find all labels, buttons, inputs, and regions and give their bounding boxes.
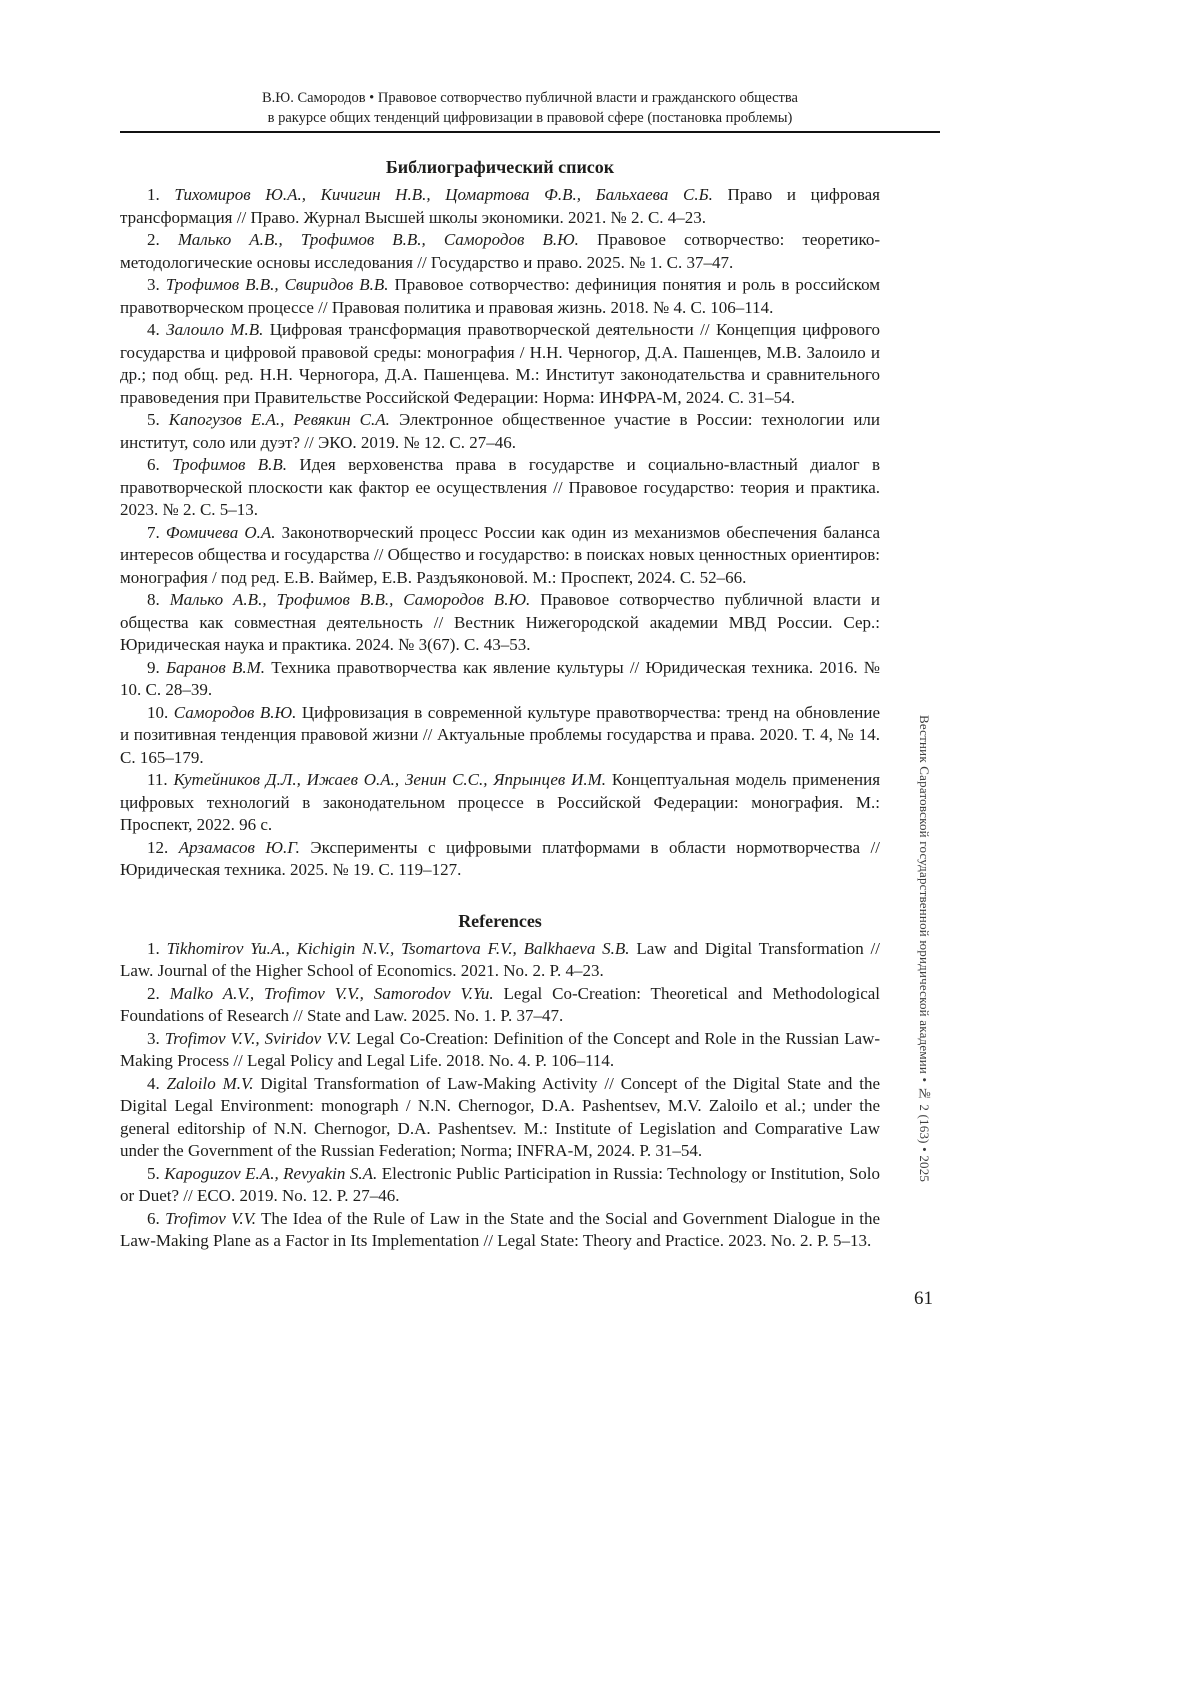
item-number: 5.: [147, 1163, 160, 1183]
item-text: Концептуальная модель применения цифровых технологий в законодательном процессе в Российской Федерации: монография. М.: Проспект, 2022. 96 с.: [120, 770, 881, 834]
bibliography-item: [120, 184, 880, 229]
running-head-line2: в ракурсе общих тенденций цифровизации в правовой сфере (постановка проблемы): [267, 110, 793, 126]
reference-item: [120, 938, 880, 983]
item-number: 9.: [147, 657, 160, 677]
item-number: 11.: [147, 770, 168, 789]
running-head-line1: В.Ю. Самородов • Правовое сотворчество публичной власти и гражданского общества: [262, 90, 798, 106]
item-authors: Самородов В.Ю.: [173, 702, 297, 722]
bibliography-item: [120, 274, 880, 319]
item-number: 5.: [147, 410, 160, 429]
item-authors: Кутейников Д.Л., Ижаев О.А., Зенин С.С., Япрынцев И.М.: [173, 770, 607, 789]
bibliography-item: [120, 589, 880, 657]
item-number: 6.: [147, 1208, 160, 1228]
item-text: Правовое сотворчество: теоретико-методологические основы исследования // Государство и право. 2025. № 1. С. 37–47.: [120, 230, 881, 272]
page-number: 61: [914, 1288, 933, 1309]
item-number: 2.: [147, 983, 160, 1003]
bibliography-item: [120, 319, 880, 409]
bibliography-heading: Библиографический список: [385, 157, 615, 177]
item-text: Техника правотворчества как явление культуры // Юридическая техника. 2016. № 10. С. 28–39.: [120, 657, 881, 699]
item-authors: Тихомиров Ю.А., Кичигин Н.В., Цомартова Ф.В., Бальхаева С.Б.: [174, 185, 713, 204]
journal-info-vertical: Вестник Саратовской государственной юридической академии • № 2 (163) • 2025: [917, 715, 932, 1183]
running-head: [120, 88, 940, 128]
item-text: Эксперименты с цифровыми платформами в области нормотворчества // Юридическая техника. 2025. № 19. С. 119–127.: [120, 837, 880, 879]
item-authors: Арзамасов Ю.Г.: [178, 837, 300, 857]
item-number: 1.: [147, 938, 160, 958]
reference-item: [120, 1208, 880, 1253]
item-number: 4.: [147, 1073, 160, 1093]
bibliography-item: [120, 522, 880, 590]
item-text: Электронное общественное участие в России: технологии или институт, соло или дуэт? // ЭКО. 2019. № 12. С. 27–46.: [120, 410, 881, 452]
item-text: Цифровизация в современной культуре правотворчества: тренд на обновление и позитивная тенденция правовой жизни // Актуальные проблемы государства и права. 2020. Т. 4, № 14. С. 165–179.: [120, 702, 881, 767]
item-number: 3.: [147, 275, 160, 294]
references-heading: References: [458, 910, 542, 931]
item-authors: Trofimov V.V., Sviridov V.V.: [164, 1028, 352, 1048]
item-number: 8.: [147, 590, 160, 609]
item-text: Electronic Public Participation in Russia: Technology or Institution, Solo or Duet? // ECO. 2019. No. 12. P. 27–46.: [120, 1163, 881, 1205]
item-authors: Трофимов В.В.: [172, 455, 288, 474]
reference-item: [120, 1028, 880, 1073]
item-text: Digital Transformation of Law-Making Activity // Concept of the Digital State and the Digital Legal Environment: monograph / N.N. Chernogor, D.A. Pashentsev, M.V. Zaloilo et al.; under the general editorship of N.N. Chernogor, D.A. Pashentsev. M.: Institute of Legislation and Comparative Law under the Government of the Russian Federation; Norma; INFRA-M, 2024. P. 31–54.: [120, 1073, 881, 1160]
item-number: 3.: [147, 1028, 160, 1048]
bibliography-item: [120, 229, 880, 274]
item-text: Правовое сотворчество: дефиниция понятия и роль в российском правотворческом процессе // Правовая политика и правовая жизнь. 2018. № 4. С. 106–114.: [120, 275, 881, 317]
item-number: 7.: [147, 522, 160, 542]
item-text: Идея верховенства права в государстве и социально-властный диалог в правотворческой плоскости как фактор ее осуществления // Правовое государство: теория и практика. 2023. № 2. С. 5–13.: [120, 455, 880, 519]
reference-item: [120, 1073, 880, 1163]
bibliography-item: [120, 837, 880, 882]
item-authors: Малько А.В., Трофимов В.В., Самородов В.Ю.: [177, 230, 579, 249]
item-text: Legal Co-Creation: Definition of the Concept and Role in the Russian Law-Making Process // Legal Policy and Legal Life. 2018. No. 4. P. 106–114.: [120, 1028, 881, 1070]
item-number: 1.: [147, 185, 160, 204]
item-text: Правовое сотворчество публичной власти и общества как совместная деятельность // Вестник Нижегородской академии МВД России. Сер.: Юридическая наука и практика. 2024. № 3(67). С. 43–53.: [120, 590, 881, 654]
item-authors: Залоило М.В.: [166, 320, 264, 339]
reference-item: [120, 1163, 880, 1208]
item-authors: Kapoguzov E.A., Revyakin S.A.: [164, 1163, 378, 1183]
item-number: 10.: [147, 702, 169, 722]
item-text: Law and Digital Transformation // Law. Journal of the Higher School of Economics. 2021. No. 2. P. 4–23.: [120, 938, 880, 980]
item-authors: Малько А.В., Трофимов В.В., Самородов В.Ю.: [169, 590, 531, 609]
item-authors: Malko A.V., Trofimov V.V., Samorodov V.Yu.: [169, 983, 494, 1003]
item-number: 6.: [147, 455, 160, 474]
bibliography-item: [120, 454, 880, 522]
item-number: 4.: [147, 320, 160, 339]
item-authors: Trofimov V.V.: [165, 1208, 257, 1228]
bibliography-item: [120, 769, 880, 837]
bibliography-item: [120, 409, 880, 454]
header-divider: [120, 131, 940, 133]
reference-item: [120, 983, 880, 1028]
item-number: 12.: [147, 837, 169, 857]
item-authors: Баранов В.М.: [165, 657, 266, 677]
item-authors: Трофимов В.В., Свиридов В.В.: [165, 275, 389, 294]
bibliography-item: [120, 657, 880, 702]
item-text: Право и цифровая трансформация // Право. Журнал Высшей школы экономики. 2021. № 2. С. 4–23.: [120, 185, 881, 227]
item-text: Цифровая трансформация правотворческой деятельности // Концепция цифрового государства и цифровой правовой среды: монография / Н.Н. Черногор, Д.А. Пашенцев, М.В. Залоило и др.; под общ. ред. Н.Н. Черногора, Д.А. Пашенцева. М.: Институт законодательства и сравнительного правоведения при Правительстве Российской Федерации: Норма: ИНФРА-М, 2024. С. 31–54.: [120, 320, 881, 407]
item-authors: Фомичева О.А.: [165, 522, 276, 542]
bibliography-item: [120, 702, 880, 770]
item-authors: Zaloilo M.V.: [166, 1073, 254, 1093]
item-number: 2.: [147, 230, 160, 249]
item-text: The Idea of the Rule of Law in the State and the Social and Government Dialogue in the Law-Making Plane as a Factor in Its Implementation // Legal State: Theory and Practice. 2023. No. 2. P. 5–13.: [120, 1208, 881, 1250]
item-text: Законотворческий процесс России как один из механизмов обеспечения баланса интересов общества и государства // Общество и государство: в поисках новых ценностных ориентиров: монография / под ред. Е.В. Ваймер, Е.В. Раздъяконовой. М.: Проспект, 2024. С. 52–66.: [120, 522, 881, 587]
item-text: Legal Co-Creation: Theoretical and Methodological Foundations of Research // State and Law. 2025. No. 1. P. 37–47.: [120, 983, 881, 1025]
item-authors: Капогузов Е.А., Ревякин С.А.: [168, 410, 390, 429]
article-content: [120, 154, 880, 1253]
item-authors: Tikhomirov Yu.A., Kichigin N.V., Tsomartova F.V., Balkhaeva S.B.: [166, 938, 630, 958]
